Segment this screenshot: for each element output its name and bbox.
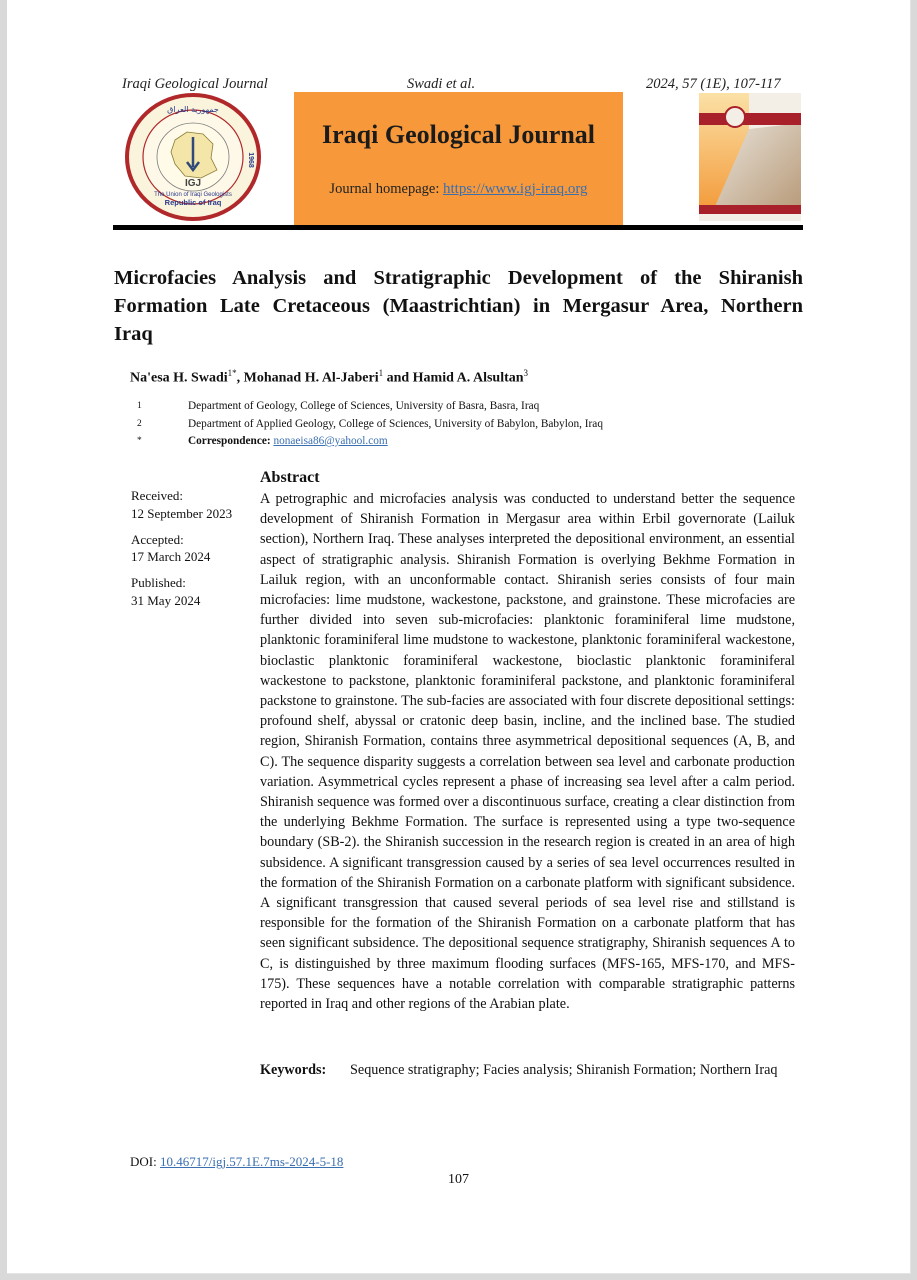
journal-cover-thumbnail [699, 93, 801, 221]
abstract-text: A petrographic and microfacies analysis was conducted to understand better the sequence development of Shiranish Formation in Mergasur area within Erbil governorate (Lailuk section), Northern Iraq. These analyses interpreted the depositional environment, an essential aspect of stratigraphic analysis. Shiranish Formation is overlying Bekhme Formation in Lailuk region, with an unconformable contact. Shiranish series consists of four main microfacies: lime mudstone, wackestone, packstone, and grainstone. These microfacies are further divided into seven sub-microfacies: planktonic foraminiferal lime mudstone, planktonic foraminiferal lime mudstone to wackestone, planktonic foraminiferal wackestone, bioclastic planktonic foraminiferal wackestone, bioclastic planktonic foraminiferal wackestone to packstone, planktonic foraminiferal packstone, and planktonic foraminiferal packstone to grainstone. The sub-facies are associated with four discrete depositional settings: profound shelf, abyssal or cratonic deep basin, incline, and the inclined base. The studied region, Shiranish Formation, contains three asymmetrical depositional sequences (A, B, and C). The sequence disparity suggests a correlation between sea level and carbonate production variation. Asymmetrical cycles represent a phase of increasing sea level after a calm period. Shiranish sequence was formed over a discontinuous surface, creating a clear distinction from the underlying Bekhme Formation. The surface is represented using a type two-sequence boundary (SB-2). the Shiranish succession in the research region is created in an area of high subsidence. A significant transgression caused by a series of sea level occurrences resulted in the formation of the Shiranish Formation on a carbonate platform with significant subsidence. A significant transgression that caused several periods of sea level rise and stillstand is responsible for the formation of the Shiranish Formation on a carbonate platform that has seen significant subsidence. The depositional sequence stratigraphy, Shiranish sequences A to C, is distinguished by three maximum flooding surfaces (MFS-165, MFS-170, and MFS-175). These sequences have a notable correlation with comparable stratigraphic patterns reported in Iraq and other regions of the Arabian plate. [260, 491, 795, 1013]
doi [130, 1154, 343, 1170]
logo-center-text: IGJ [184, 178, 202, 189]
published-label: Published: [131, 575, 186, 591]
homepage-link[interactable]: https://www.igj-iraq.org [442, 181, 588, 197]
page-number: 107 [448, 1172, 469, 1187]
cover-logo-icon [725, 107, 745, 127]
correspondence-email-link[interactable]: nonaeisa86@yahool.com [273, 435, 388, 447]
keywords [260, 1060, 795, 1080]
published-date: 31 May 2024 [131, 592, 201, 608]
keywords-label: Keywords: [260, 1062, 327, 1078]
affiliation-number: 1 [137, 401, 142, 411]
affiliations [137, 398, 603, 451]
paper-page [7, 0, 911, 1274]
banner-homepage [294, 181, 623, 198]
running-head-authors: Swadi et al. [407, 76, 476, 92]
author-list: Na'esa H. Swadi$^{1*}$, Mohanad H. Al-Jaberi$^1$ and Hamid A. Alsultan$^3$ [130, 368, 529, 386]
affiliation-number: 2 [137, 418, 142, 429]
header-divider [113, 225, 803, 230]
received-date: 12 September 2023 [131, 505, 233, 521]
correspondence [137, 433, 603, 451]
affiliation-item [137, 416, 603, 434]
accepted-label: Accepted: [131, 531, 184, 547]
homepage-label: Journal homepage: [329, 181, 443, 197]
abstract-heading: Abstract [260, 469, 320, 486]
affiliation-text: Department of Geology, College of Sciences, University of Basra, Basra, Iraq [188, 400, 540, 412]
author-name: Mohanad H. Al-Jaberi [243, 370, 379, 386]
author-name: Hamid A. Alsultan [412, 370, 524, 386]
cover-title-band [699, 113, 801, 125]
journal-banner [294, 92, 623, 225]
author-affiliation-mark: 1* [227, 368, 237, 378]
affiliation-item [137, 398, 603, 416]
author-affiliation-mark: 1 [378, 368, 384, 378]
logo-bottom-text: Republic of Iraq [164, 198, 222, 207]
running-head-citation: 2024, 57 (1E), 107-117 [646, 76, 781, 92]
received-label: Received: [131, 488, 183, 503]
affiliation-text: Department of Applied Geology, College of Sciences, University of Babylon, Babylon, Iraq [188, 417, 603, 430]
article-dates [131, 487, 232, 610]
running-head-journal: Iraqi Geological Journal [122, 76, 268, 92]
accepted-date: 17 March 2024 [131, 549, 211, 565]
correspondence-label: Correspondence: [188, 435, 274, 447]
logo-arabic-text: جمهورية العراق [167, 105, 219, 114]
logo-year: 1968 [247, 152, 254, 168]
doi-label: DOI: [130, 1154, 160, 1169]
journal-logo [123, 92, 263, 222]
cover-bottom-band [699, 205, 801, 214]
banner-title: Iraqi Geological Journal [322, 120, 595, 149]
author-name: Na'esa H. Swadi [130, 370, 228, 386]
article-title: Microfacies Analysis and Stratigraphic Development of the Shiranish Formation Late Cretaceous (Maastrichtian) in Mergasur Area, Northern Iraq [114, 267, 803, 345]
doi-link[interactable]: 10.46717/igj.57.1E.7ms-2024-5-18 [159, 1154, 344, 1169]
author-affiliation-mark: 3 [523, 368, 529, 378]
logo-ring-text: The Union of Iraqi Geologists [154, 192, 232, 198]
correspondence-mark: * [137, 436, 142, 446]
keywords-text: Sequence stratigraphy; Facies analysis; Shiranish Formation; Northern Iraq [350, 1062, 778, 1078]
